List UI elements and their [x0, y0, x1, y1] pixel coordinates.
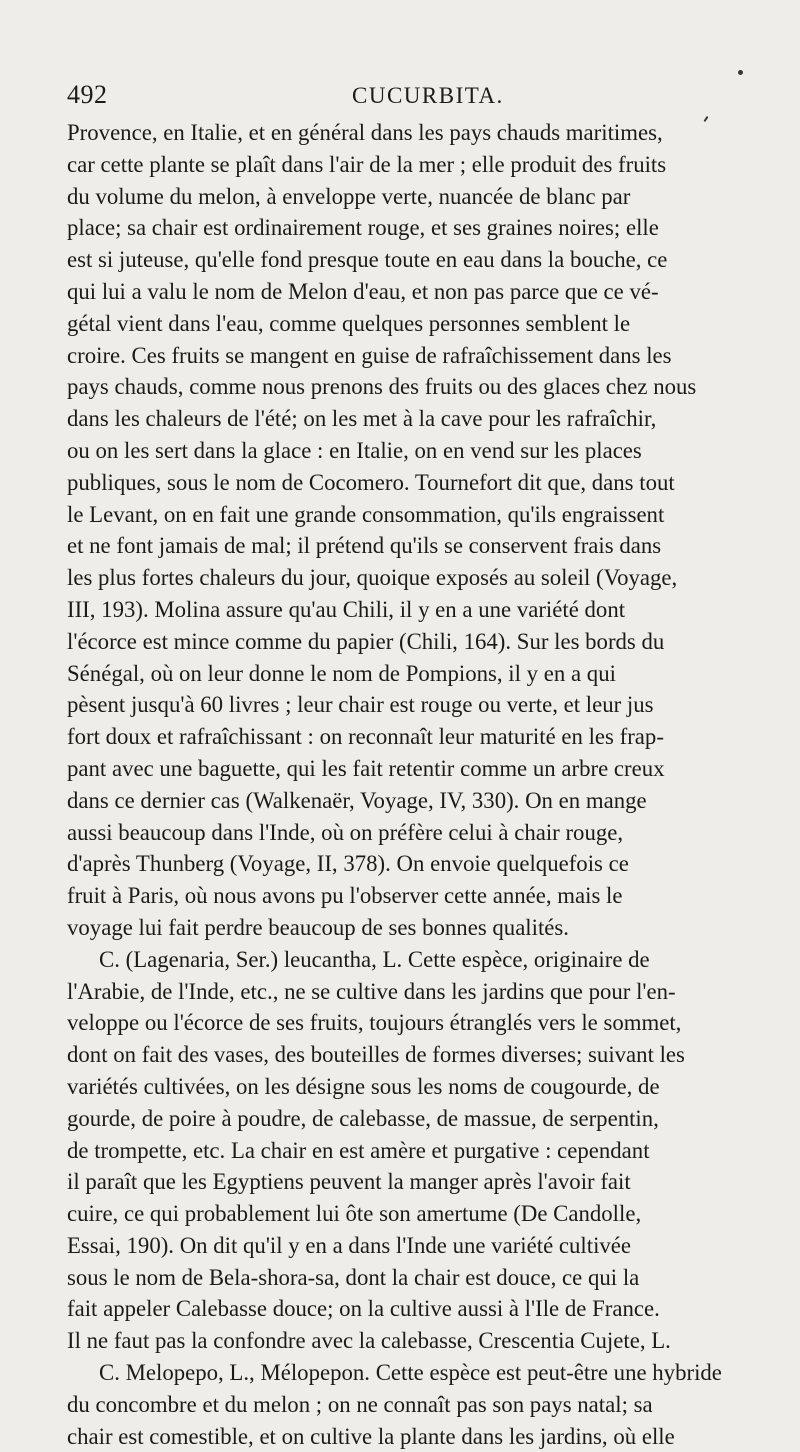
text-line: cuire, ce qui probablement lui ôte son amertume (De Candolle,	[67, 1201, 642, 1227]
text-line: l'écorce est mince comme du papier (Chili, 164). Sur les bords du	[67, 628, 665, 654]
text-line: veloppe ou l'écorce de ses fruits, toujours étranglés vers le sommet,	[67, 1010, 682, 1036]
text-line: et ne font jamais de mal; il prétend qu'ils se conservent frais dans	[67, 533, 662, 559]
text-line: dans ce dernier cas (Walkenaër, Voyage, IV, 330). On en mange	[67, 787, 647, 813]
text-line: fort doux et rafraîchissant : on reconnaît leur maturité en les frap-	[67, 724, 664, 750]
text-line: gétal vient dans l'eau, comme quelques personnes semblent le	[67, 310, 631, 336]
text-line: dont on fait des vases, des bouteilles de formes diverses; suivant les	[67, 1042, 685, 1068]
text-line: fruit à Paris, où nous avons pu l'observer cette année, mais le	[67, 883, 623, 909]
text-line: Provence, en Italie, et en général dans les pays chauds maritimes,	[67, 120, 663, 145]
text-line: voyage lui fait perdre beaucoup de ses bonnes qualités.	[67, 914, 569, 940]
text-line: aussi beaucoup dans l'Inde, où on préfère celui à chair rouge,	[67, 819, 624, 845]
text-line: publiques, sous le nom de Cocomero. Tournefort dit que, dans tout	[67, 469, 675, 495]
text-line: variétés cultivées, on les désigne sous les noms de cougourde, de	[67, 1073, 660, 1099]
text-line: place; sa chair est ordinairement rouge, et ses graines noires; elle	[67, 215, 659, 241]
ink-speck	[738, 70, 743, 75]
text-line: du concombre et du melon ; on ne connaît pas son pays natal; sa	[67, 1391, 653, 1417]
running-head: CUCURBITA.	[352, 83, 504, 108]
text-line: sous le nom de Bela-shora-sa, dont la chair est douce, ce qui la	[67, 1264, 640, 1290]
text-line: C. Melopepo, L., Mélopepon. Cette espèce est peut-être une hybride	[99, 1360, 722, 1386]
text-line: croire. Ces fruits se mangent en guise de rafraîchissement dans les	[67, 342, 672, 368]
text-line: de trompette, etc. La chair en est amère et purgative : cependant	[67, 1137, 650, 1163]
body-text	[67, 117, 785, 1452]
text-line: d'après Thunberg (Voyage, II, 378). On envoie quelquefois ce	[67, 851, 629, 877]
text-line: l'Arabie, de l'Inde, etc., ne se cultive dans les jardins que pour l'en-	[67, 978, 676, 1004]
text-line: qui lui a valu le nom de Melon d'eau, et non pas parce que ce vé-	[67, 278, 659, 304]
text-line: le Levant, on en fait une grande consommation, qu'ils engraissent	[67, 501, 665, 527]
text-line: ou on les sert dans la glace : en Italie, on en vend sur les places	[67, 437, 642, 463]
text-line: dans les chaleurs de l'été; on les met à la cave pour les rafraîchir,	[67, 406, 657, 432]
text-line: du volume du melon, à enveloppe verte, nuancée de blanc par	[67, 183, 631, 209]
text-line: pèsent jusqu'à 60 livres ; leur chair est rouge ou verte, et leur jus	[67, 692, 654, 718]
text-line: Il ne faut pas la confondre avec la calebasse, Crescentia Cujete, L.	[67, 1328, 671, 1354]
text-line: pant avec une baguette, qui les fait retentir comme un arbre creux	[67, 755, 665, 781]
text-line: chair est comestible, et on cultive la plante dans les jardins, où elle	[67, 1423, 675, 1449]
text-line: est si juteuse, qu'elle fond presque toute en eau dans la bouche, ce	[67, 247, 668, 273]
text-line: C. (Lagenaria, Ser.) leucantha, L. Cette espèce, originaire de	[99, 946, 650, 972]
text-line: pays chauds, comme nous prenons des fruits ou des glaces chez nous	[67, 374, 697, 400]
text-line: Sénégal, où on leur donne le nom de Pompions, il y en a qui	[67, 660, 616, 686]
text-line: gourde, de poire à poudre, de calebasse, de massue, de serpentin,	[67, 1105, 659, 1131]
text-line: III, 193). Molina assure qu'au Chili, il y en a une variété dont	[67, 596, 626, 622]
text-line: les plus fortes chaleurs du jour, quoique exposés au soleil (Voyage,	[67, 565, 678, 591]
text-line: fait appeler Calebasse douce; on la cultive aussi à l'Ile de France.	[67, 1296, 660, 1322]
page-number: 492	[67, 80, 108, 109]
text-line: car cette plante se plaît dans l'air de la mer ; elle produit des fruits	[67, 151, 667, 177]
text-line: Essai, 190). On dit qu'il y en a dans l'Inde une variété cultivée	[67, 1232, 632, 1258]
text-line: il paraît que les Egyptiens peuvent la manger après l'avoir fait	[67, 1169, 631, 1195]
